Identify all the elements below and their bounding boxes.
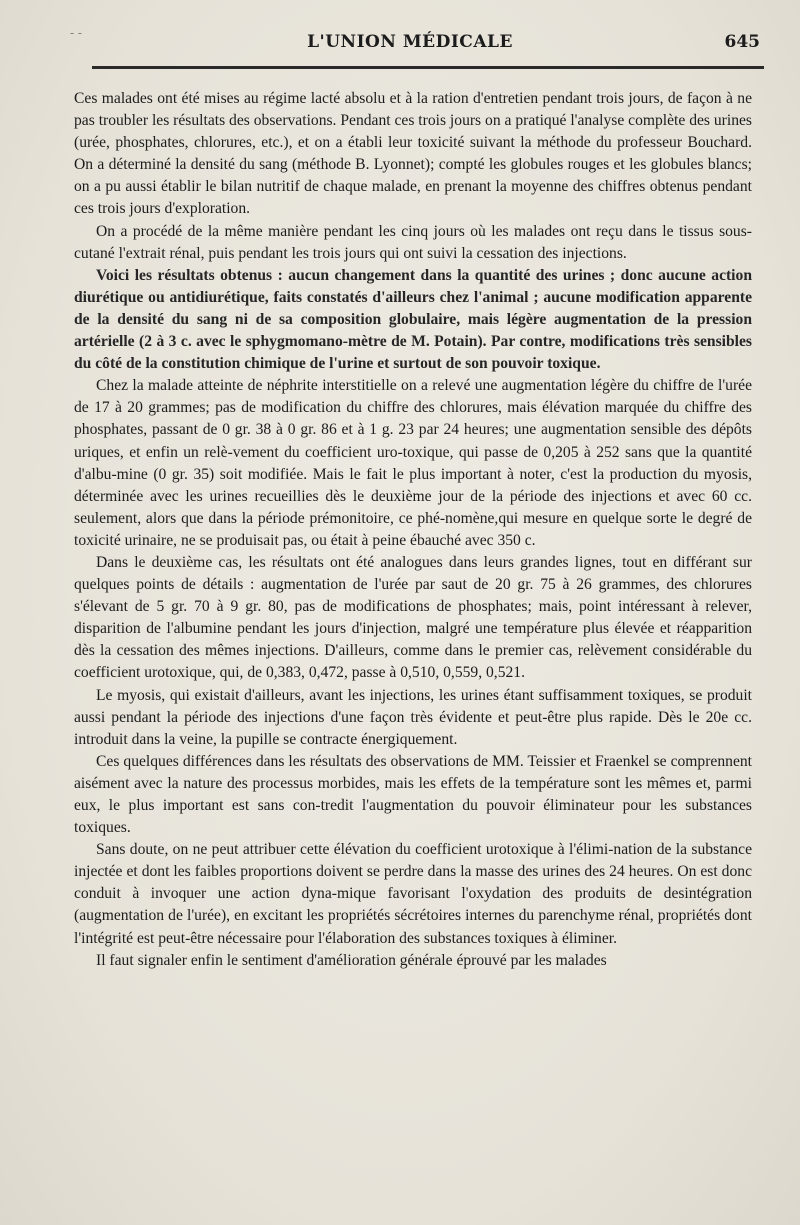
- paragraph-7: Ces quelques différences dans les résultats des observations de MM. Teissier et Fraenkel se comprennent aisément avec la nature des processus morbides, mais les effets de la température sont les mêmes et, parmi eux, le plus important est sans con-tredit l'augmentation du pouvoir éliminateur pour les substances toxiques.: [74, 752, 752, 837]
- paragraph-8: Sans doute, on ne peut attribuer cette élévation du coefficient urotoxique à l'élimi-nation de la substance injectée et dont les faibles proportions doivent se perdre dans la masse des urines des 24 heures. On est donc conduit à invoquer une action dyna-mique favorisant l'oxydation des produits de desintégration (augmentation de l'urée), en excitant les propriétés sécrétoires internes du parenchyme rénal, propriétés dont l'intégrité est peut-être nécessaire pour l'élaboration des substances toxiques à éliminer.: [74, 841, 752, 947]
- running-header: [60, 32, 760, 58]
- journal-title: L'UNION MÉDICALE: [307, 32, 513, 52]
- paragraph-5: Dans le deuxième cas, les résultats ont été analogues dans leurs grandes lignes, tout en différant sur quelques points de détails : augmentation de l'urée par saut de 20 gr. 75 à 26 grammes, des chlorures s'élevant de 5 gr. 70 à 9 gr. 80, pas de modifications de phosphates; mais, point intéressant à relever, disparition de l'albumine pendant les jours d'injection, malgré une température plus élevée et réapparition dès la cessation des mêmes injections. D'ailleurs, comme dans le premier cas, relèvement considérable du coefficient urotoxique, qui, de 0,383, 0,472, passe à 0,510, 0,559, 0,521.: [74, 553, 752, 682]
- page-number: 645: [724, 32, 760, 52]
- paragraph-6: Le myosis, qui existait d'ailleurs, avant les injections, les urines étant suffisamment toxiques, se produit aussi pendant la période des injections d'une façon très évidente et peut-être plus rapide. Dès le 20e cc. introduit dans la veine, la pupille se contracte énergiquement.: [74, 686, 752, 748]
- margin-dash-mark: - -: [70, 26, 82, 40]
- paragraph-2: On a procédé de la même manière pendant les cinq jours où les malades ont reçu dans le tissus sous-cutané l'extrait rénal, puis pendant les trois jours qui ont suivi la cessation des injections.: [74, 222, 752, 262]
- paragraph-1: Ces malades ont été mises au régime lacté absolu et à la ration d'entretien pendant trois jours, de façon à ne pas troubler les résultats des observations. Pendant ces trois jours on a pratiqué l'analyse complète des urines (urée, phosphates, chlorures, etc.), et on a établi leur toxicité suivant la méthode du professeur Bouchard. On a déterminé la densité du sang (méthode B. Lyonnet); compté les globules rouges et les globules blancs; on a pu aussi établir le bilan nutritif de chaque malade, en prenant la moyenne des chiffres obtenus pendant ces trois jours d'exploration.: [74, 90, 752, 218]
- paragraph-4: Chez la malade atteinte de néphrite interstitielle on a relevé une augmentation légère du chiffre de l'urée de 17 à 20 grammes; pas de modification du chiffre des chlorures, mais élévation marquée du chiffre des phosphates, passant de 0 gr. 38 à 0 gr. 86 et à 1 g. 23 par 24 heures; une augmentation sensible des dépôts uriques, et enfin un relè-vement du coefficient uro-toxique, qui passe de 0,205 à 252 sans que la quantité d'albu-mine (0 gr. 35) soit modifiée. Mais le fait le plus important à noter, c'est la production du myosis, déterminée avec les urines recueillies dès le deuxième jour de la période des injections et avec 60 cc. seulement, alors que dans la période prémonitoire, ce phé-nomène,qui mesure en quelque sorte le degré de toxicité urinaire, ne se produisait pas, ou était à peine ébauché avec 350 c.: [74, 377, 752, 549]
- paragraph-3: Voici les résultats obtenus : aucun changement dans la quantité des urines ; donc aucune action diurétique ou antidiurétique, faits constatés d'ailleurs chez l'animal ; aucune modification apparente de la densité du sang ni de sa composition globulaire, mais légère augmentation de la pression artérielle (2 à 3 c. avec le sphygmomano-mètre de M. Potain). Par contre, modifications très sensibles du côté de la constitution chimique de l'urine et surtout de son pouvoir toxique.: [74, 266, 752, 373]
- paragraph-9: Il faut signaler enfin le sentiment d'amélioration générale éprouvé par les malades: [96, 951, 607, 969]
- article-body: [74, 88, 752, 972]
- header-rule: [92, 66, 764, 69]
